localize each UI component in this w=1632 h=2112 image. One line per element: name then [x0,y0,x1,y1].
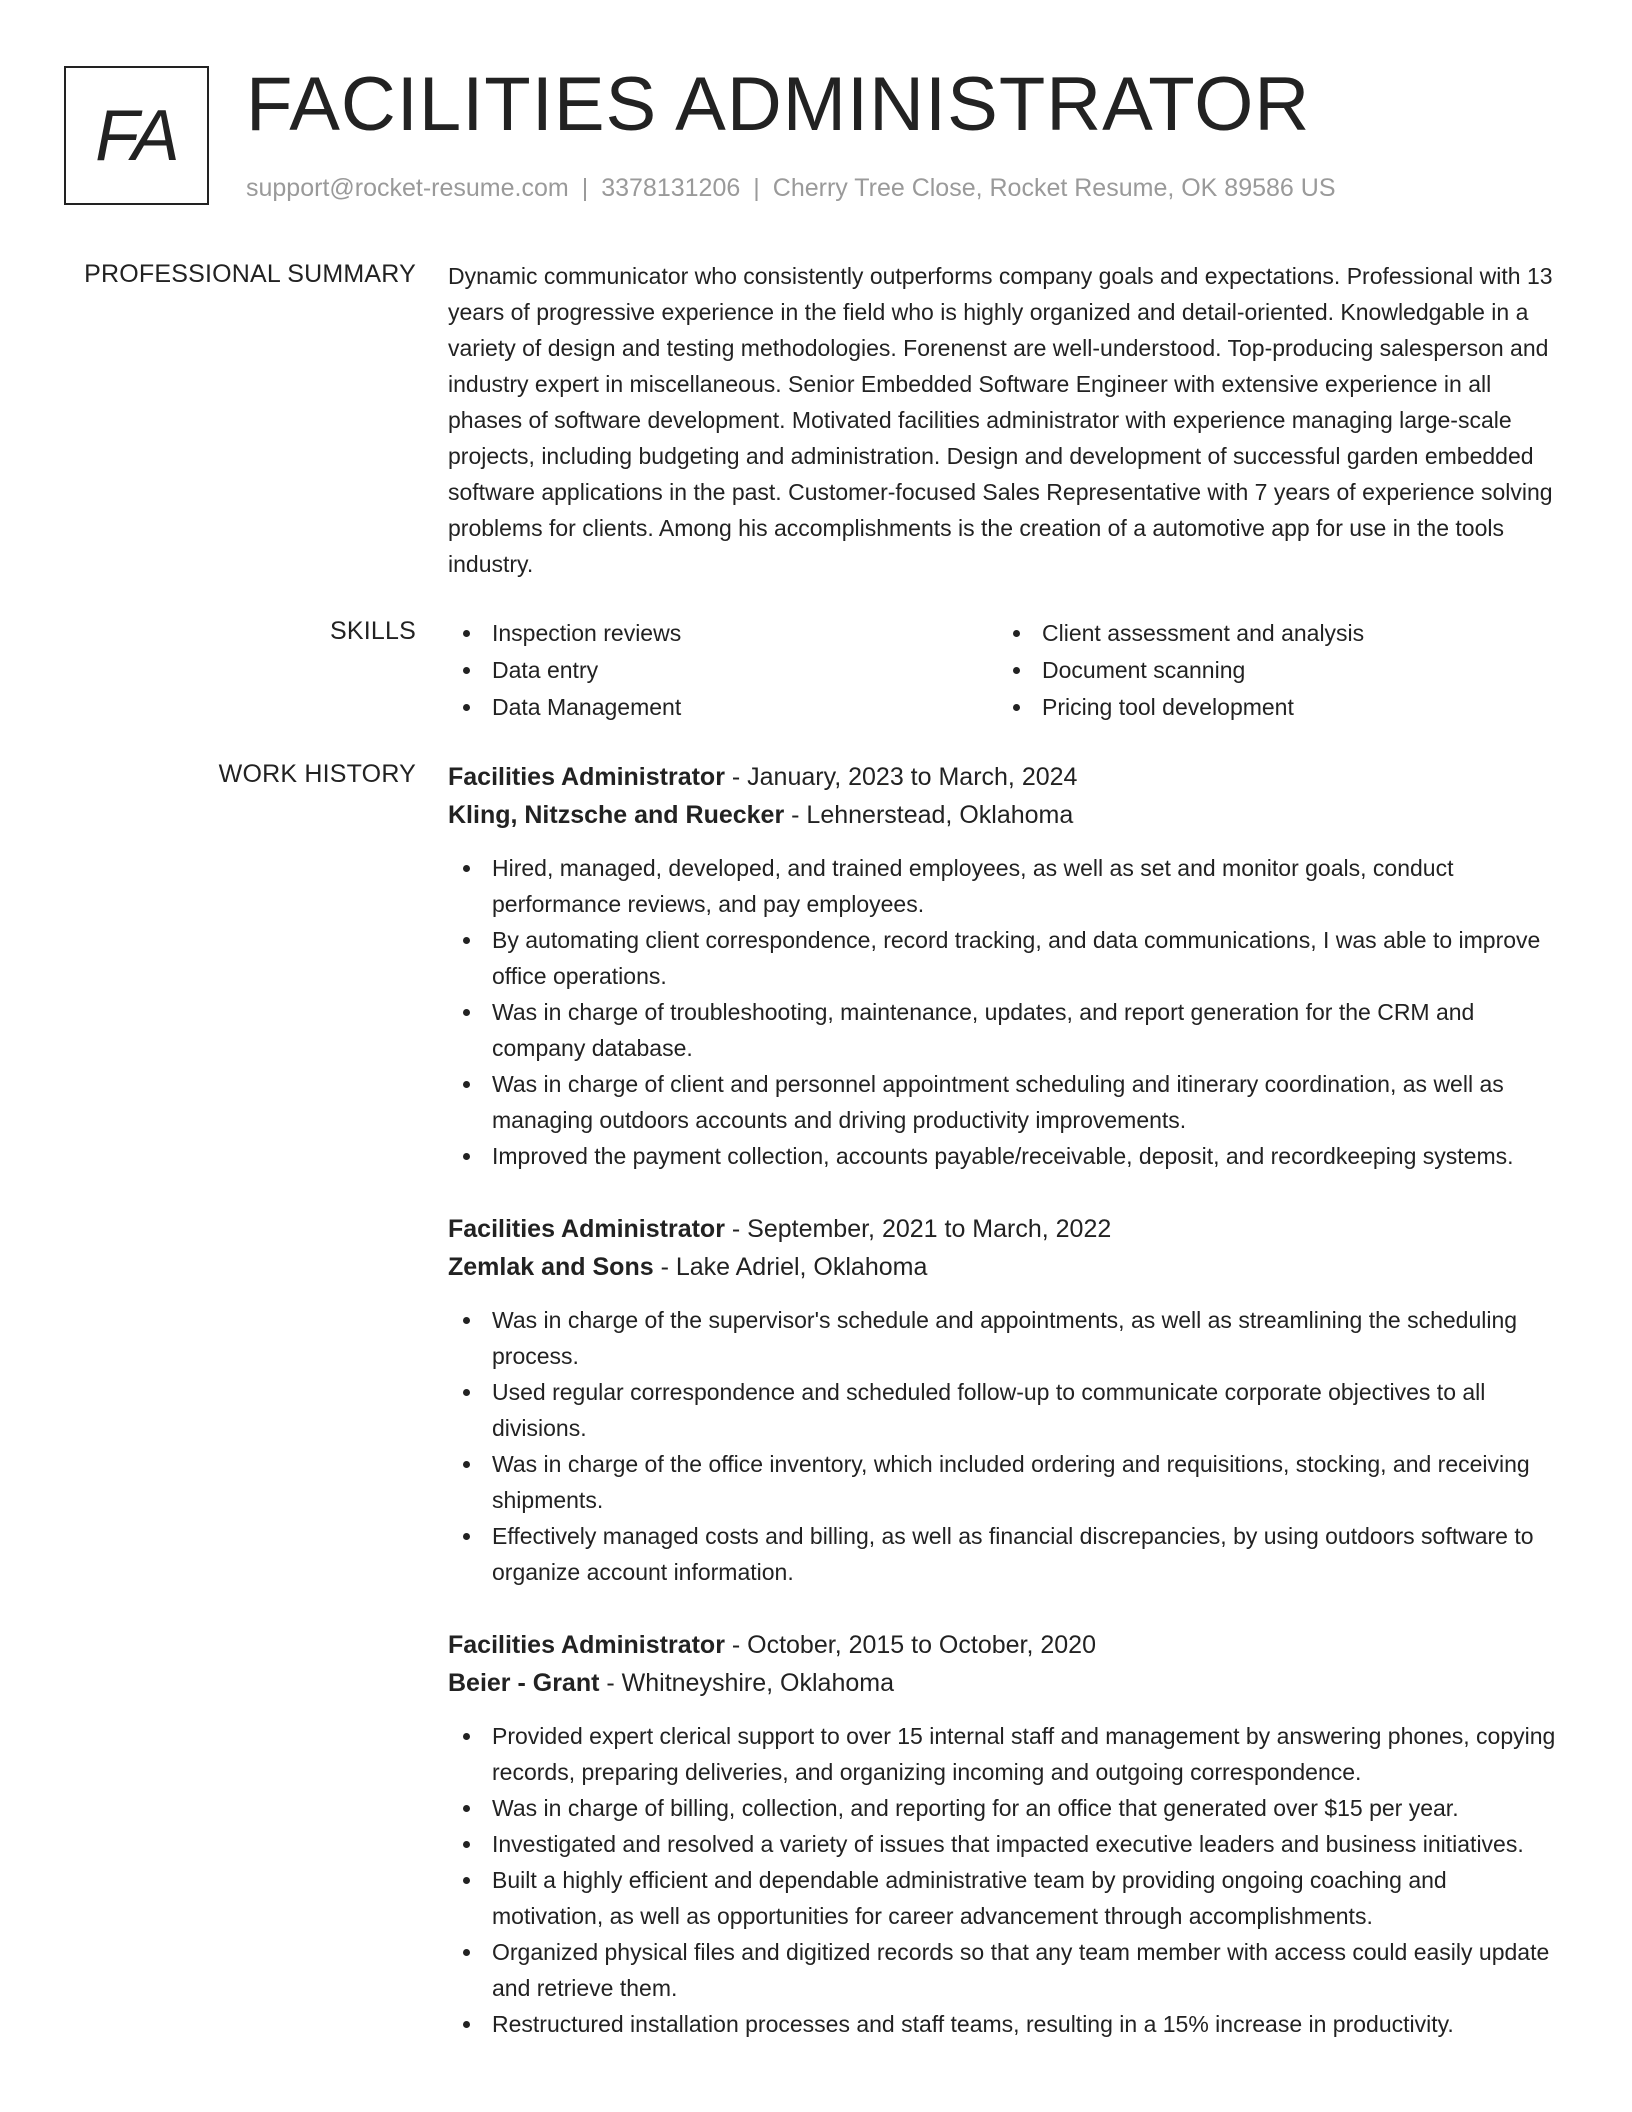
work-history-body [448,758,1568,2078]
job-bullet: Was in charge of the office inventory, which included ordering and requisitions, stocking, and receiving shipments. [448,1446,1568,1518]
job-location: - Lake Adriel, Oklahoma [653,1253,928,1281]
job-location: - Whitneyshire, Oklahoma [599,1669,894,1697]
monogram-logo: FA [64,66,209,205]
job-bullet: Was in charge of billing, collection, and reporting for an office that generated over $15 per year. [448,1790,1568,1826]
job-bullet: Effectively managed costs and billing, as well as financial discrepancies, by using outdoors software to organize account information. [448,1518,1568,1590]
job-bullet: Was in charge of troubleshooting, maintenance, updates, and report generation for the CRM and company database. [448,994,1568,1066]
skills-body [448,615,1568,726]
job-dates: - October, 2015 to October, 2020 [724,1631,1096,1659]
job-bullet: Organized physical files and digitized records so that any team member with access could easily update and retrieve them. [448,1934,1568,2006]
summary-body [448,258,1568,582]
job-company: Kling, Nitzsche and Ruecker [448,801,785,829]
job-location: - Lehnerstead, Oklahoma [784,801,1074,829]
contact-line [246,174,1336,203]
skill-item: Pricing tool development [998,689,1548,726]
contact-email[interactable]: support@rocket-resume.com [246,174,569,202]
skill-item: Inspection reviews [448,615,998,652]
job-bullet: Was in charge of client and personnel appointment scheduling and itinerary coordination, as well as managing outdoors accounts and driving productivity improvements. [448,1066,1568,1138]
job-entry [448,758,1568,1174]
contact-address: Cherry Tree Close, Rocket Resume, OK 89586 US [772,174,1336,202]
job-title-line [448,1210,1568,1248]
job-title-line [448,1626,1568,1664]
job-bullet: Built a highly efficient and dependable administrative team by providing ongoing coaching and motivation, as well as opportunities for career advancement through accomplishments. [448,1862,1568,1934]
contact-separator: | [753,174,760,202]
job-bullet: Investigated and resolved a variety of issues that impacted executive leaders and business initiatives. [448,1826,1568,1862]
summary-heading: PROFESSIONAL SUMMARY [84,260,416,288]
contact-phone[interactable]: 3378131206 [601,174,741,202]
skill-item: Data Management [448,689,998,726]
job-entry [448,1626,1568,2042]
skills-list [448,615,1568,726]
job-company-line [448,1248,1568,1286]
resume-name: FACILITIES ADMINISTRATOR [246,62,1311,147]
skill-item: Document scanning [998,652,1548,689]
job-company: Zemlak and Sons [448,1253,654,1281]
job-bullet: By automating client correspondence, record tracking, and data communications, I was able to improve office operations. [448,922,1568,994]
summary-text: Dynamic communicator who consistently outperforms company goals and expectations. Professional with 13 years of progressive experience in the field who is highly organized and detail-oriented. Knowledgable in a variety of design and testing methodologies. Forenenst are well-understood. Top-producing salesperson and industry expert in miscellaneous. Senior Embedded Software Engineer with extensive experience in all phases of software development. Motivated facilities administrator with experience managing large-scale projects, including budgeting and administration. Design and development of successful garden embedded software applications in the past. Customer-focused Sales Representative with 7 years of experience solving problems for clients. Among his accomplishments is the creation of a automotive app for use in the tools industry. [448,263,1553,577]
job-company-line [448,1664,1568,1702]
resume-header [64,62,1568,211]
job-bullet: Improved the payment collection, accounts payable/receivable, deposit, and recordkeeping systems. [448,1138,1568,1174]
job-title: Facilities Administrator [448,1215,725,1243]
job-company: Beier - Grant [448,1669,600,1697]
job-bullets [448,1718,1568,2042]
job-bullet: Restructured installation processes and staff teams, resulting in a 15% increase in productivity. [448,2006,1568,2042]
skill-item: Client assessment and analysis [998,615,1548,652]
work-history-heading: WORK HISTORY [218,760,416,788]
job-bullet: Was in charge of the supervisor's schedule and appointments, as well as streamlining the scheduling process. [448,1302,1568,1374]
job-title-line [448,758,1568,796]
job-dates: - September, 2021 to March, 2022 [724,1215,1112,1243]
job-bullets [448,1302,1568,1590]
skills-heading: SKILLS [330,617,416,645]
job-bullet: Used regular correspondence and scheduled follow-up to communicate corporate objectives to all divisions. [448,1374,1568,1446]
job-title: Facilities Administrator [448,763,725,791]
job-bullets [448,850,1568,1174]
job-bullet: Provided expert clerical support to over 15 internal staff and management by answering phones, copying records, preparing deliveries, and organizing incoming and outgoing correspondence. [448,1718,1568,1790]
job-company-line [448,796,1568,834]
contact-separator: | [581,174,589,202]
job-title: Facilities Administrator [448,1631,725,1659]
skill-item: Data entry [448,652,998,689]
job-dates: - January, 2023 to March, 2024 [724,763,1078,791]
job-entry [448,1210,1568,1590]
job-bullet: Hired, managed, developed, and trained employees, as well as set and monitor goals, conduct performance reviews, and pay employees. [448,850,1568,922]
